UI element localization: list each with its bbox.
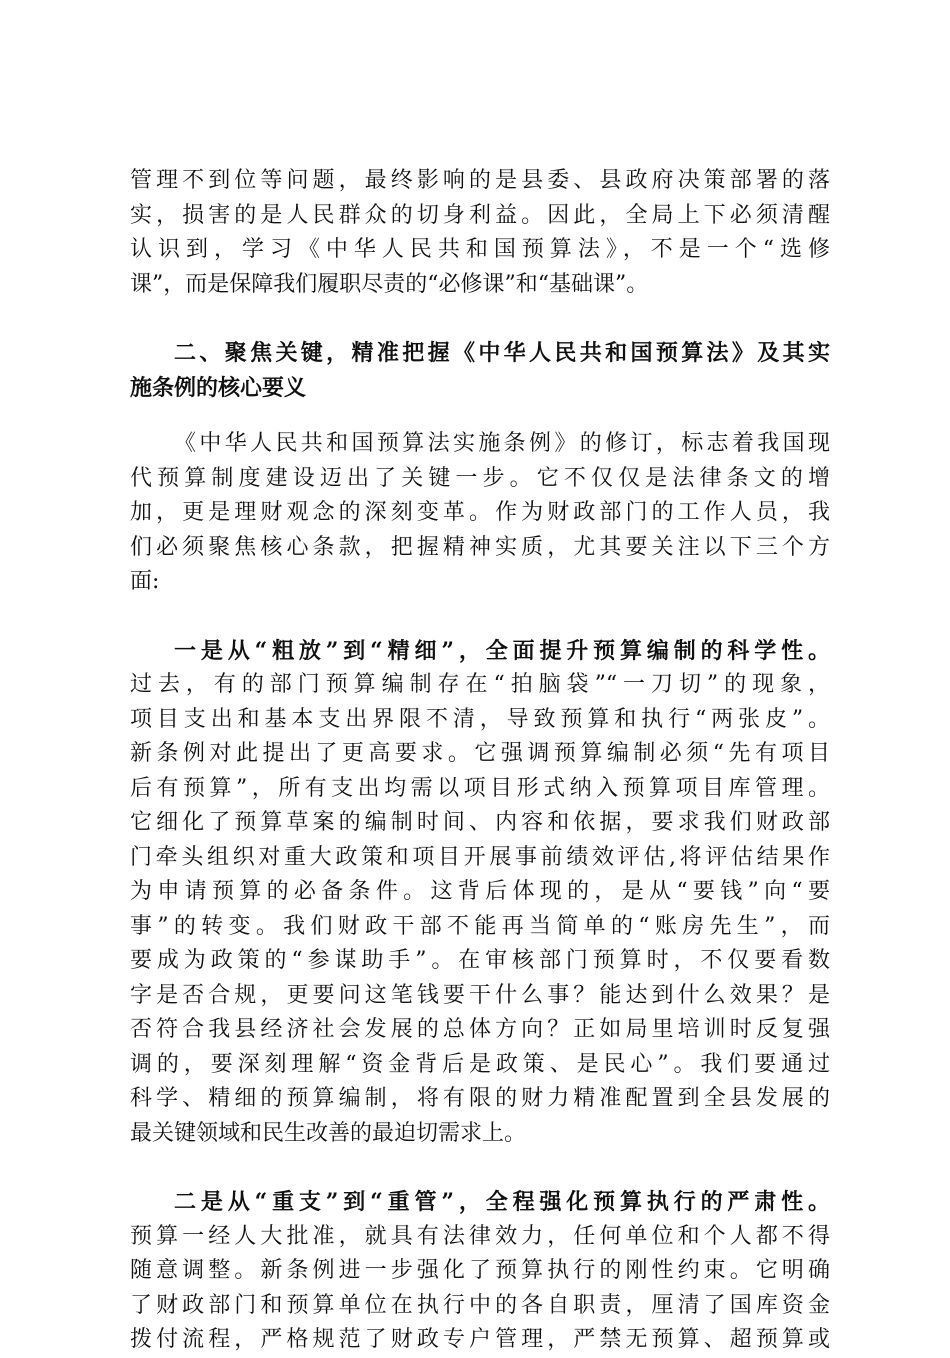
text-line: 管理不到位等问题，最终影响的是县委、县政府决策部署的落 — [130, 168, 830, 193]
text-line: 加，更是理财观念的深刻变革。作为财政部门的工作人员，我 — [130, 500, 830, 525]
paragraph-point-two — [130, 1185, 830, 1358]
text-line: 科学、精细的预算编制，将有限的财力精准配置到全县发展的 — [130, 1086, 830, 1111]
text-line: 课”，而是保障我们履职尽责的“必修课”和“基础课”。 — [130, 271, 649, 297]
text-line: 实，损害的是人民群众的切身利益。因此，全局上下必须清醒 — [130, 202, 830, 228]
text-line: 否符合我县经济社会发展的总体方向？正如局里培训时反复强 — [130, 1017, 830, 1042]
text-line: 最关键领域和民生改善的最迫切需求上。 — [130, 1120, 527, 1146]
text-line: 调的，要深刻理解“资金背后是政策、是民心”。我们要通过 — [130, 1051, 830, 1077]
heading-line: 施条例的核心要义 — [130, 374, 307, 401]
paragraph-spacing — [130, 302, 830, 336]
text-line: 事”的转变。我们财政干部不能再当简单的“账房先生”，而 — [130, 913, 830, 939]
section-heading — [130, 336, 830, 405]
text-line: 拨付流程，严格规范了财政专户管理，严禁无预算、超预算或 — [130, 1327, 830, 1352]
text-line: 了财政部门和预算单位在执行中的各自职责，厘清了国库资金 — [130, 1292, 830, 1318]
text-line: 随意调整。新条例进一步强化了预算执行的刚性约束。它明确 — [130, 1258, 830, 1283]
text-line: 代预算制度建设迈出了关键一步。它不仅仅是法律条文的增 — [130, 465, 830, 491]
text-line: 《中华人民共和国预算法实施条例》的修订，标志着我国现 — [174, 431, 830, 456]
text-line: 后有预算”，所有支出均需以项目形式纳入预算项目库管理。 — [130, 775, 830, 801]
point-lead: 一是从“粗放”到“精细”，全面提升预算编制的科学性。 — [174, 637, 830, 664]
paragraph-point-one — [130, 634, 830, 1152]
text-line: 它细化了预算草案的编制时间、内容和依据，要求我们财政部 — [130, 810, 830, 835]
paragraph-spacing — [130, 1151, 830, 1185]
text-line: 认识到，学习《中华人民共和国预算法》，不是一个“选修 — [130, 237, 830, 262]
document-body — [130, 164, 830, 1358]
point-lead: 二是从“重支”到“重管”，全程强化预算执行的严肃性。 — [174, 1189, 830, 1215]
paragraph-spacing — [130, 600, 830, 634]
text-line: 门牵头组织对重大政策和项目开展事前绩效评估,将评估结果作 — [130, 844, 830, 870]
paragraph-continuation — [130, 164, 830, 302]
text-line: 字是否合规，更要问这笔钱要干什么事？能达到什么效果？是 — [130, 982, 830, 1008]
paragraph-spacing — [130, 405, 830, 427]
text-line: 要成为政策的“参谋助手”。在审核部门预算时，不仅要看数 — [130, 948, 830, 973]
text-line: 面: — [130, 569, 160, 594]
paragraph-intro — [130, 427, 830, 600]
heading-line: 二、聚焦关键，精准把握《中华人民共和国预算法》及其实 — [174, 340, 830, 366]
text-line: 项目支出和基本支出界限不清，导致预算和执行“两张皮”。 — [130, 706, 830, 732]
text-line: 们必须聚焦核心条款，把握精神实质，尤其要关注以下三个方 — [130, 534, 830, 560]
text-line: 过去，有的部门预算编制存在“拍脑袋”“一刀切”的现象， — [130, 672, 830, 697]
text-line: 新条例对此提出了更高要求。它强调预算编制必须“先有项目 — [130, 741, 830, 766]
text-line: 预算一经人大批准，就具有法律效力，任何单位和个人都不得 — [130, 1223, 830, 1249]
text-line: 为申请预算的必备条件。这背后体现的，是从“要钱”向“要 — [130, 879, 830, 904]
